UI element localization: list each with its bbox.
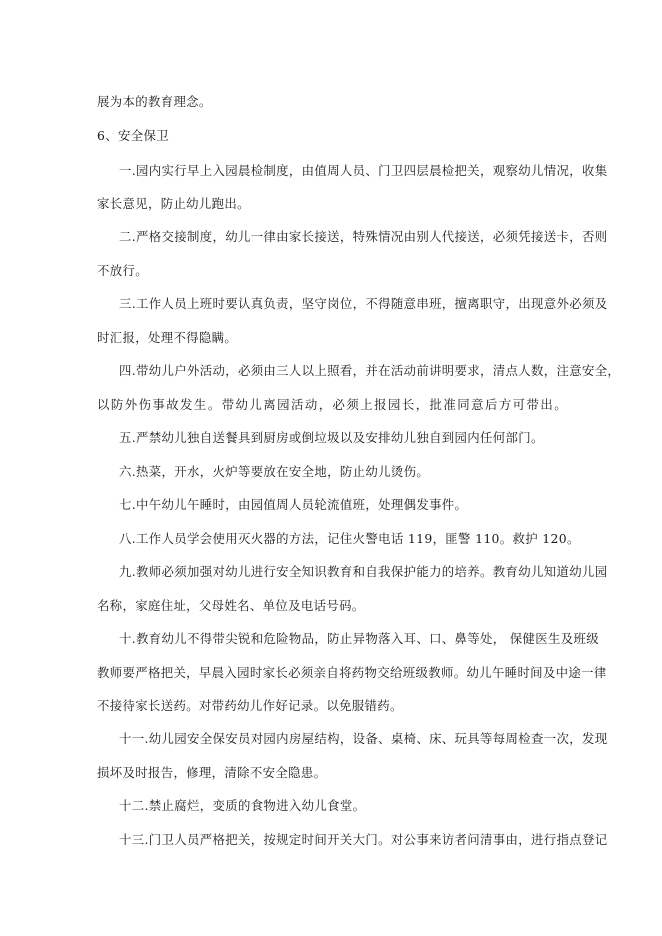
paragraph-3-line-1: 三.工作人员上班时要认真负责，坚守岗位，不得随意串班，擅离职守，出现意外必须及 [119,296,608,311]
paragraph-10-line-2: 教师要严格把关，早晨入园时家长必须亲自将药物交给班级教师。幼儿午睡时间及中途一律 [97,665,607,680]
paragraph-5: 五.严禁幼儿独自送餐具到厨房或倒垃圾以及安排幼儿独自到园内任何部门。 [119,430,544,445]
section-heading-safety: 6、安全保卫 [97,128,169,143]
paragraph-11-line-2: 损坏及时报告，修理，清除不安全隐患。 [97,765,327,780]
paragraph-6: 六.热菜，开水，火炉等要放在安全地，防止幼儿烫伤。 [119,464,430,479]
paragraph-8: 八.工作人员学会使用灭火器的方法，记住火警电话 119，匪警 110。救护 120。 [119,531,580,546]
paragraph-11-line-1: 十一.幼儿园安全保安员对园内房屋结构，设备、桌椅、床、玩具等每周检查一次，发现 [119,731,608,746]
paragraph-12: 十二.禁止腐烂，变质的食物进入幼儿食堂。 [119,798,366,813]
paragraph-2-line-2: 不放行。 [97,263,148,278]
paragraph-7: 七.中午幼儿午睡时，由园值周人员轮流值班，处理偶发事件。 [119,497,468,512]
paragraph-2-line-1: 二.严格交接制度，幼儿一律由家长接送，特殊情况由别人代接送，必须凭接送卡，否则 [119,229,608,244]
text-line-continuation: 展为本的教育理念。 [97,94,212,109]
paragraph-4-line-2: 以防外伤事故发生。带幼儿离园活动，必须上报园长，批准同意后方可带出。 [97,397,567,412]
paragraph-10-line-3: 不接待家长送药。对带药幼儿作好记录。以免服错药。 [97,698,403,713]
paragraph-1-line-2: 家长意见，防止幼儿跑出。 [97,196,250,211]
paragraph-9-line-2: 名称，家庭住址，父母姓名、单位及电话号码。 [97,598,365,613]
paragraph-3-line-2: 时汇报，处理不得隐瞒。 [97,330,238,345]
paragraph-4-line-1: 四.带幼儿户外活动，必须由三人以上照看，并在活动前讲明要求，清点人数，注意安全， [119,363,621,378]
paragraph-1-line-1: 一.园内实行早上入园晨检制度，由值周人员、门卫四层晨检把关，观察幼儿情况，收集 [119,163,608,178]
paragraph-9-line-1: 九.教师必须加强对幼儿进行安全知识教育和自我保护能力的培养。教育幼儿知道幼儿园 [119,564,608,579]
paragraph-13-line-1: 十三.门卫人员严格把关，按规定时间开关大门。对公事来访者问清事由，进行指点登记 [119,832,608,847]
paragraph-10-line-1: 十.教育幼儿不得带尖锐和危险物品，防止异物落入耳、口、鼻等处， 保健医生及班级 [119,631,599,646]
